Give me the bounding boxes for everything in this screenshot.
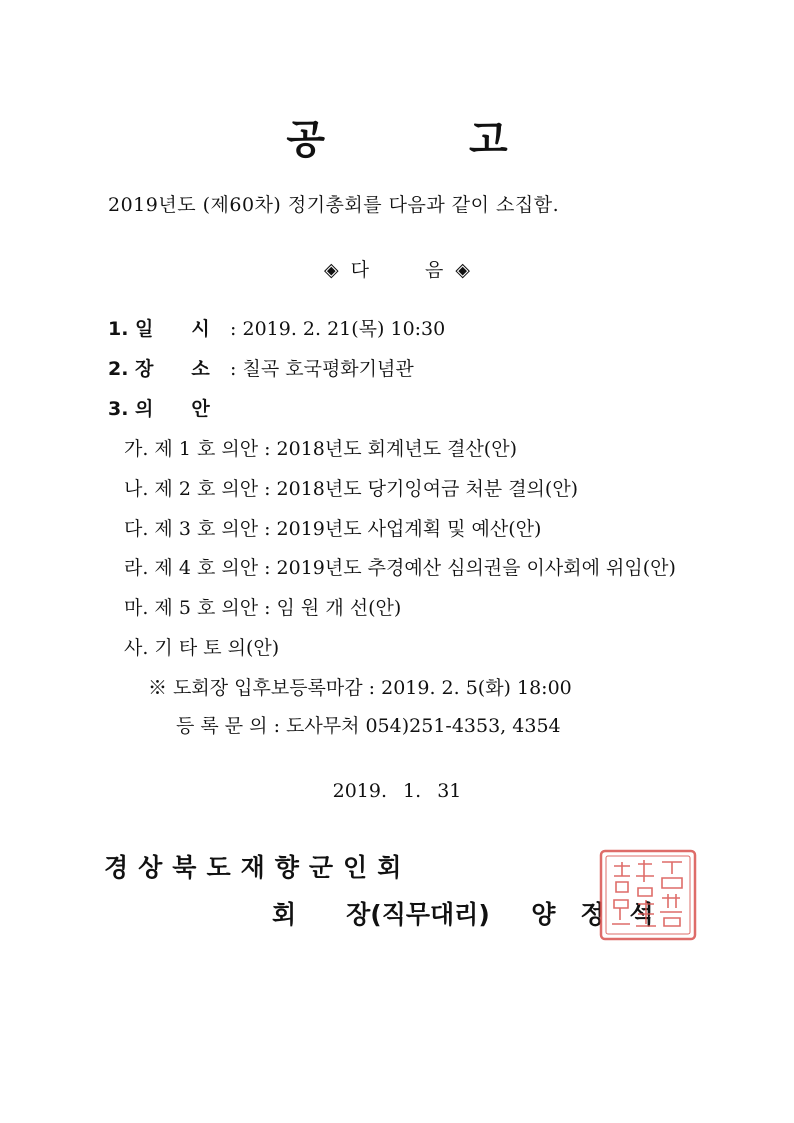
official-seal-icon xyxy=(598,848,698,942)
notice-date: 2019. 1. 31 xyxy=(332,780,462,802)
item-value: : 칠곡 호국평화기념관 xyxy=(230,358,414,380)
notice-title: 공 고 xyxy=(286,117,508,163)
agenda-item-5: 마. 제 5 호 의안 : 임 원 개 선(안) xyxy=(124,597,402,619)
item-label: 3. 의 안 xyxy=(108,398,210,420)
item-label: 2. 장 소 xyxy=(108,358,210,380)
intro-text: 2019년도 (제60차) 정기총회를 다음과 같이 소집함. xyxy=(108,194,560,216)
item-agenda-heading xyxy=(108,394,224,421)
item-value: : 2019. 2. 21(목) 10:30 xyxy=(230,318,446,340)
item-place xyxy=(108,354,414,381)
agenda-item-6: 사. 기 타 토 의(안) xyxy=(124,637,280,659)
signer-line xyxy=(272,895,654,931)
organization-name: 경상북도재향군인회 xyxy=(104,853,412,882)
agenda-item-4: 라. 제 4 호 의안 : 2019년도 추경예산 심의권을 이사회에 위임(안) xyxy=(124,557,676,579)
item-datetime xyxy=(108,314,445,341)
signer-title: 회 장(직무대리) xyxy=(272,900,490,929)
subheading-left: ◈ 다 xyxy=(323,259,369,281)
agenda-item-1: 가. 제 1 호 의안 : 2018년도 회계년도 결산(안) xyxy=(124,438,517,460)
subheading xyxy=(0,255,794,282)
note-registration-contact: 등 록 문 의 : 도사무처 054)251-4353, 4354 xyxy=(176,715,561,737)
agenda-item-2: 나. 제 2 호 의안 : 2018년도 당기잉여금 처분 결의(안) xyxy=(124,478,579,500)
note-registration-deadline: ※ 도회장 입후보등록마감 : 2019. 2. 5(화) 18:00 xyxy=(148,677,572,699)
subheading-right: 음 ◈ xyxy=(425,259,471,281)
signer-name: 양 정 석 xyxy=(531,900,654,929)
item-label: 1. 일 시 xyxy=(108,318,210,340)
agenda-item-3: 다. 제 3 호 의안 : 2019년도 사업계획 및 예산(안) xyxy=(124,518,542,540)
